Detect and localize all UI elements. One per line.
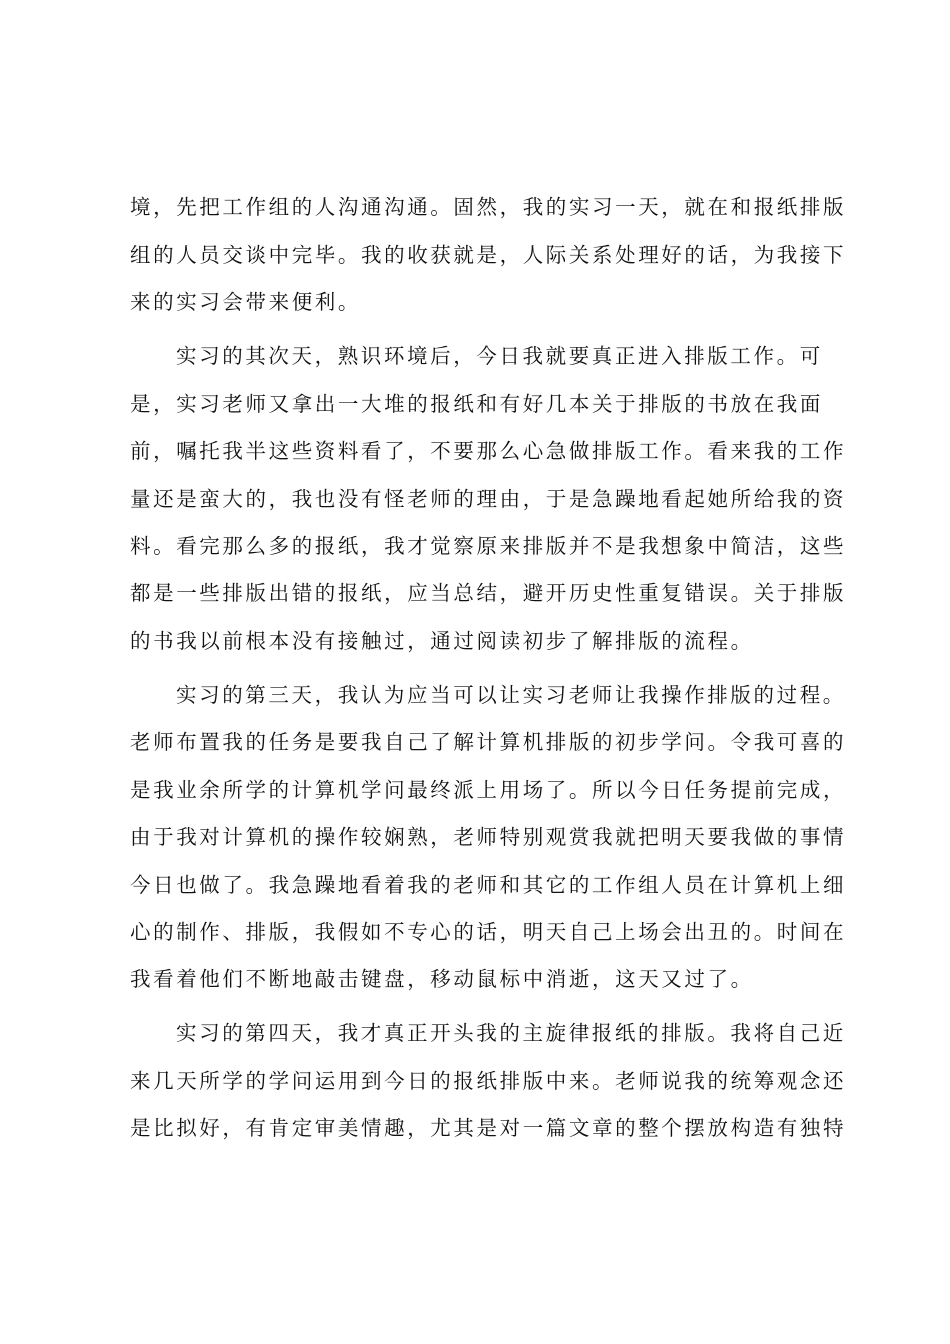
text-line-5: 是，实习老师又拿出一大堆的报纸和有好几本关于排版的书放在我面	[130, 392, 823, 416]
text-line-16: 心的制作、排版，我假如不专心的话，明天自己上场会出丑的。时间在	[130, 920, 847, 944]
paragraph-4-line-1: 实习的第四天，我才真正开头我的主旋律报纸的排版。我将自己近	[176, 1021, 846, 1045]
text-line-1: 境，先把工作组的人沟通沟通。固然，我的实习一天，就在和报纸排版	[130, 195, 847, 219]
text-line-7: 量还是蛮大的，我也没有怪老师的理由，于是急躁地看起她所给我的资	[130, 487, 847, 511]
paragraph-2-line-1: 实习的其次天，熟识环境后，今日我就要真正进入排版工作。可	[176, 344, 823, 368]
text-line-15: 今日也做了。我急躁地看着我的老师和其它的工作组人员在计算机上细	[130, 873, 847, 897]
text-line-2: 组的人员交谈中完毕。我的收获就是，人际关系处理好的话，为我接下	[130, 243, 847, 267]
text-line-9: 都是一些排版出错的报纸，应当总结，避开历史性重复错误。关于排版	[130, 581, 847, 605]
text-line-10: 的书我以前根本没有接触过，通过阅读初步了解排版的流程。	[130, 629, 754, 653]
text-line-17: 我看着他们不断地敲击键盘，移动鼠标中消逝，这天又过了。	[130, 967, 754, 991]
text-line-12: 老师布置我的任务是要我自己了解计算机排版的初步学问。令我可喜的	[130, 730, 847, 754]
text-line-3: 来的实习会带来便利。	[130, 290, 361, 314]
text-line-14: 由于我对计算机的操作较娴熟，老师特别观赏我就把明天要我做的事情	[130, 825, 847, 849]
text-line-13: 是我业余所学的计算机学问最终派上用场了。所以今日任务提前完成，	[130, 778, 847, 802]
paragraph-3-line-1: 实习的第三天，我认为应当可以让实习老师让我操作排版的过程。	[176, 683, 846, 707]
text-line-19: 来几天所学的学问运用到今日的报纸排版中来。老师说我的统筹观念还	[130, 1069, 847, 1093]
text-line-20: 是比拟好，有肯定审美情趣，尤其是对一篇文章的整个摆放构造有独特	[130, 1116, 847, 1140]
text-line-8: 料。看完那么多的报纸，我才觉察原来排版并不是我想象中简洁，这些	[130, 534, 847, 558]
text-line-6: 前，嘱托我半这些资料看了，不要那么心急做排版工作。看来我的工作	[130, 439, 847, 463]
